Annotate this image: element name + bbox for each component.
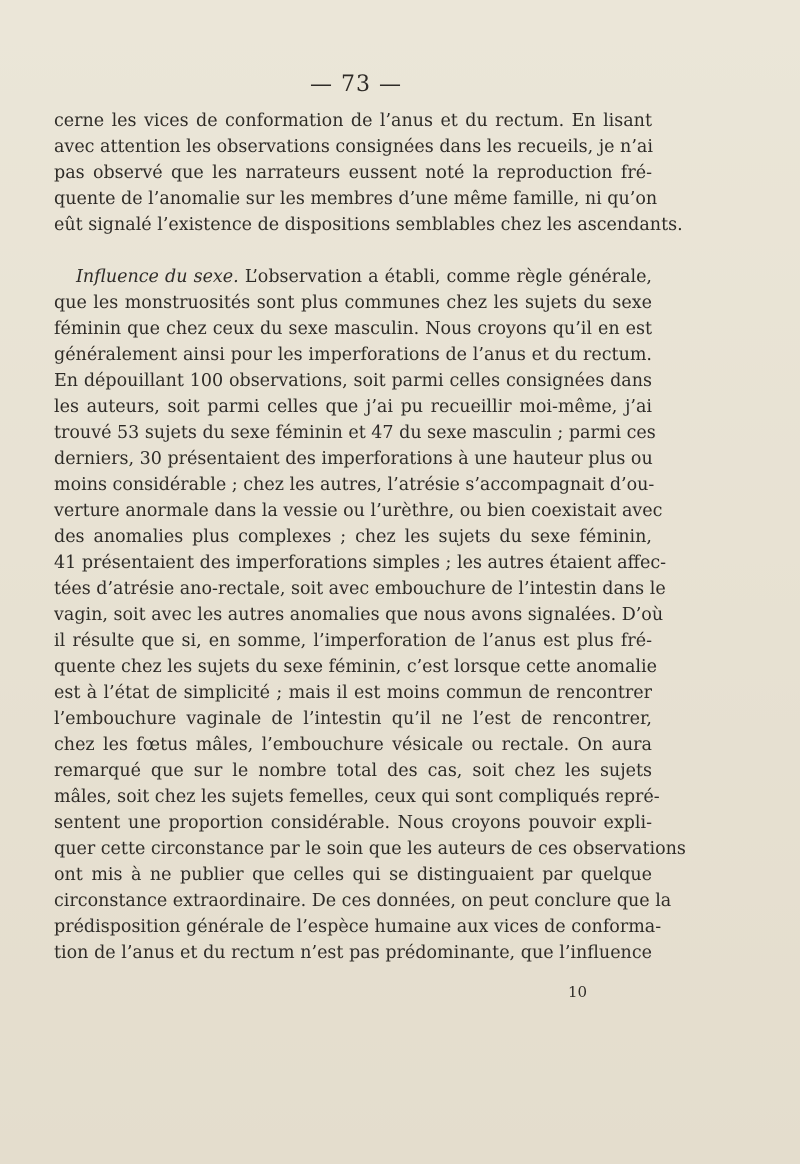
text-line: pas observé que les narrateurs eussent noté la reproduction fré- xyxy=(54,163,652,183)
text-line: En dépouillant 100 observations, soit parmi celles consignées dans xyxy=(54,371,652,391)
text-line: moins considérable ; chez les autres, l’atrésie s’accompagnait d’ou- xyxy=(54,475,655,495)
text-line: prédisposition générale de l’espèce humaine aux vices de conforma- xyxy=(54,917,662,937)
text-line: il résulte que si, en somme, l’imperforation de l’anus est plus fré- xyxy=(54,631,652,651)
text-line: est à l’état de simplicité ; mais il est moins commun de rencontrer xyxy=(54,683,652,703)
text-line-rest: L’observation a établi, comme règle générale, xyxy=(238,267,652,287)
text-line: quente de l’anomalie sur les membres d’une même famille, ni qu’on xyxy=(54,189,658,209)
text-line: derniers, 30 présentaient des imperforations à une hauteur plus ou xyxy=(54,449,653,469)
text-line: quente chez les sujets du sexe féminin, c’est lorsque cette anomalie xyxy=(54,657,657,677)
page-number: — 73 — xyxy=(310,72,402,97)
text-line: trouvé 53 sujets du sexe féminin et 47 du sexe masculin ; parmi ces xyxy=(54,423,656,443)
text-line: les auteurs, soit parmi celles que j’ai pu recueillir moi-même, j’ai xyxy=(54,397,652,417)
body-text xyxy=(54,108,686,966)
text-line: sentent une proportion considérable. Nous croyons pouvoir expli- xyxy=(54,813,652,833)
text-line xyxy=(54,264,652,290)
text-line: tion de l’anus et du rectum n’est pas prédominante, que l’influence xyxy=(54,943,652,963)
text-line: avec attention les observations consignées dans les recueils, je n’ai xyxy=(54,137,653,157)
signature-mark: 10 xyxy=(568,983,588,1001)
text-line: 41 présentaient des imperforations simples ; les autres étaient affec- xyxy=(54,553,667,573)
text-line: cerne les vices de conformation de l’anus et du rectum. En lisant xyxy=(54,111,652,131)
text-line: des anomalies plus complexes ; chez les sujets du sexe féminin, xyxy=(54,527,652,547)
paragraph-ancestry xyxy=(54,108,683,238)
text-line: quer cette circonstance par le soin que les auteurs de ces observations xyxy=(54,839,686,859)
text-line: mâles, soit chez les sujets femelles, ceux qui sont compliqués repré- xyxy=(54,787,660,807)
text-line: remarqué que sur le nombre total des cas, soit chez les sujets xyxy=(54,761,652,781)
text-line: l’embouchure vaginale de l’intestin qu’il ne l’est de rencontrer, xyxy=(54,709,652,729)
text-line: circonstance extraordinaire. De ces données, on peut conclure que la xyxy=(54,891,672,911)
text-line: généralement ainsi pour les imperforations de l’anus et du rectum. xyxy=(54,345,652,365)
text-line: féminin que chez ceux du sexe masculin. Nous croyons qu’il en est xyxy=(54,319,652,339)
text-line: tées d’atrésie ano-rectale, soit avec embouchure de l’intestin dans le xyxy=(54,579,666,599)
text-line: chez les fœtus mâles, l’embouchure vésicale ou rectale. On aura xyxy=(54,735,652,755)
text-line: que les monstruosités sont plus communes chez les sujets du sexe xyxy=(54,293,652,313)
paragraph-gap xyxy=(54,238,652,264)
text-line: verture anormale dans la vessie ou l’urèthre, ou bien coexistait avec xyxy=(54,501,663,521)
section-heading: Influence du sexe. xyxy=(76,267,239,287)
text-line: vagin, soit avec les autres anomalies que nous avons signalées. D’où xyxy=(54,605,664,625)
text-line: eût signalé l’existence de dispositions semblables chez les ascendants. xyxy=(54,215,683,235)
paragraph-sex-influence xyxy=(54,264,686,966)
text-line: ont mis à ne publier que celles qui se distinguaient par quelque xyxy=(54,865,652,885)
